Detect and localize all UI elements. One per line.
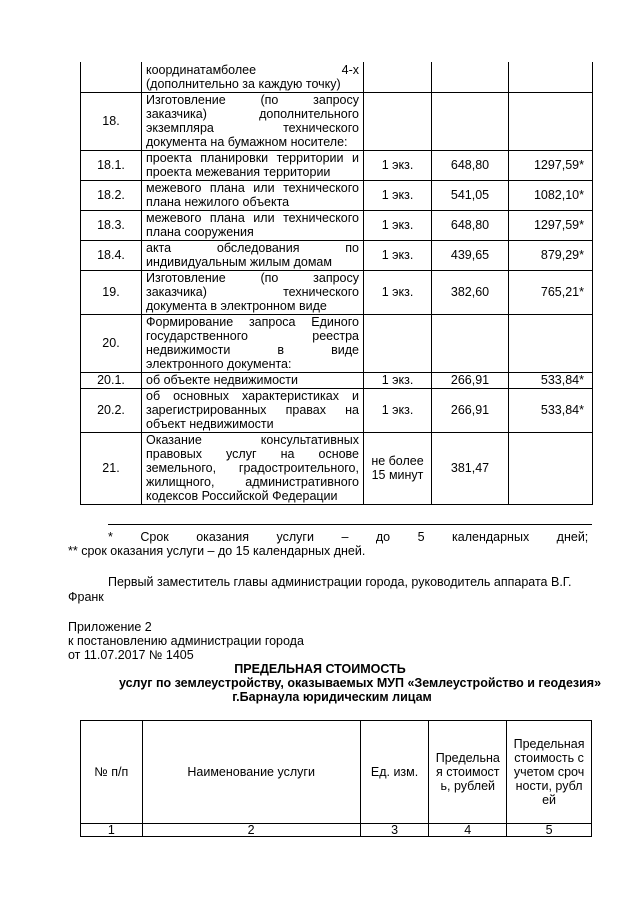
- row-number: 20.2.: [81, 388, 142, 432]
- description-line: государственного реестра: [146, 329, 359, 343]
- description-line: межевого плана или технического: [146, 211, 359, 225]
- row-description: [142, 210, 364, 240]
- description-line: проекта межевания территории: [146, 165, 331, 179]
- row-description: [142, 432, 364, 504]
- description-line: заказчика) дополнительного: [146, 107, 359, 121]
- signature-line-2: Франк: [68, 590, 104, 604]
- row-urgent-price: 1297,59*: [509, 210, 593, 240]
- row-urgent-price: 533,84*: [509, 372, 593, 388]
- row-unit: [364, 314, 432, 372]
- row-number: [81, 62, 142, 92]
- col-number-1: 1: [81, 824, 143, 837]
- row-number: 18.3.: [81, 210, 142, 240]
- appendix-resolution: к постановлению администрации города: [68, 634, 304, 648]
- row-price: 382,60: [432, 270, 509, 314]
- table-row: [81, 150, 593, 180]
- row-unit: 1 экз.: [364, 240, 432, 270]
- heading-subtitle-2: г.Барнаула юридическим лицам: [232, 690, 432, 704]
- signature-line-1: Первый заместитель главы администрации города, руководитель аппарата В.Г.: [108, 575, 572, 589]
- row-price: 439,65: [432, 240, 509, 270]
- row-urgent-price: 765,21*: [509, 270, 593, 314]
- description-line: индивидуальным жилым домам: [146, 255, 332, 269]
- description-line: земельного, градостроительного,: [146, 461, 359, 475]
- row-description: [142, 388, 364, 432]
- heading-subtitle-1: услуг по землеустройству, оказываемых МУП «Землеустройство и геодезия»: [118, 676, 602, 690]
- table-row: [81, 92, 593, 150]
- row-price: 648,80: [432, 150, 509, 180]
- description-line: зарегистрированных правах на: [146, 403, 359, 417]
- description-line: плана нежилого объекта: [146, 195, 290, 209]
- col-number-5: 5: [507, 824, 592, 837]
- description-line: Изготовление (по запросу: [146, 93, 359, 107]
- description-line: заказчика) технического: [146, 285, 359, 299]
- appendix-date: от 11.07.2017 № 1405: [68, 648, 194, 662]
- row-unit: [364, 62, 432, 92]
- table-row: [81, 210, 593, 240]
- row-price: 381,47: [432, 432, 509, 504]
- row-urgent-price: 1297,59*: [509, 150, 593, 180]
- heading-title: ПРЕДЕЛЬНАЯ СТОИМОСТЬ: [234, 662, 406, 676]
- row-price: 648,80: [432, 210, 509, 240]
- row-unit: 1 экз.: [364, 270, 432, 314]
- table-row: [81, 314, 593, 372]
- description-line: плана сооружения: [146, 225, 254, 239]
- col-number-4: 4: [429, 824, 507, 837]
- price-header-table: [80, 720, 592, 837]
- row-urgent-price: [509, 432, 593, 504]
- row-urgent-price: [509, 62, 593, 92]
- row-price: [432, 92, 509, 150]
- description-line: об основных характеристиках и: [146, 389, 359, 403]
- footnote-1: [108, 530, 592, 544]
- description-line: электронного документа:: [146, 357, 292, 371]
- table-row: [81, 372, 593, 388]
- description-line: проекта планировки территории и: [146, 151, 359, 165]
- description-line: акта обследования по: [146, 241, 359, 255]
- row-number: 18.: [81, 92, 142, 150]
- row-urgent-price: 879,29*: [509, 240, 593, 270]
- description-line: экземпляра технического: [146, 121, 359, 135]
- col-number-3: 3: [360, 824, 429, 837]
- description-line: документа в электронном виде: [146, 299, 327, 313]
- row-number: 20.: [81, 314, 142, 372]
- row-number: 20.1.: [81, 372, 142, 388]
- row-urgent-price: 533,84*: [509, 388, 593, 432]
- row-unit: 1 экз.: [364, 180, 432, 210]
- footnote-2: ** срок оказания услуги – до 15 календарных дней.: [68, 544, 366, 558]
- header-name: Наименование услуги: [142, 721, 360, 824]
- description-line: объект недвижимости: [146, 417, 274, 431]
- header-urgent-price: Предельная стоимость с учетом срочности, рублей: [507, 721, 592, 824]
- footnote-1-text: * Срок оказания услуги – до 5 календарных дней;: [108, 530, 589, 544]
- row-price: 266,91: [432, 372, 509, 388]
- row-description: [142, 270, 364, 314]
- description-line: недвижимости в виде: [146, 343, 359, 357]
- description-line: жилищного, административного: [146, 475, 359, 489]
- row-price: 266,91: [432, 388, 509, 432]
- row-unit: 1 экз.: [364, 372, 432, 388]
- header-unit: Ед. изм.: [360, 721, 429, 824]
- description-line: (дополнительно за каждую точку): [146, 76, 341, 91]
- row-unit: 1 экз.: [364, 150, 432, 180]
- description-line: кодексов Российской Федерации: [146, 489, 338, 503]
- row-unit: 1 экз.: [364, 388, 432, 432]
- row-unit: не более 15 минут: [364, 432, 432, 504]
- col-number-2: 2: [142, 824, 360, 837]
- row-description: [142, 372, 364, 388]
- table-row: [81, 432, 593, 504]
- header-num: № п/п: [81, 721, 143, 824]
- row-description: [142, 240, 364, 270]
- table-row: [81, 62, 593, 92]
- description-line: межевого плана или технического: [146, 181, 359, 195]
- description-line: об объекте недвижимости: [146, 373, 299, 387]
- appendix-number: Приложение 2: [68, 620, 152, 634]
- row-description: [142, 62, 364, 92]
- description-line: правовых услуг на основе: [146, 447, 359, 461]
- description-line: документа на бумажном носителе:: [146, 135, 348, 149]
- row-number: 19.: [81, 270, 142, 314]
- row-unit: [364, 92, 432, 150]
- description-line: координатамболее 4-х: [146, 62, 359, 77]
- row-number: 21.: [81, 432, 142, 504]
- row-urgent-price: [509, 92, 593, 150]
- row-number: 18.4.: [81, 240, 142, 270]
- services-price-table: [80, 62, 593, 505]
- row-price: [432, 314, 509, 372]
- description-line: Оказание консультативных: [146, 433, 359, 447]
- row-number: 18.2.: [81, 180, 142, 210]
- services-price-table-body: [81, 62, 593, 504]
- row-description: [142, 180, 364, 210]
- description-line: Формирование запроса Единого: [146, 315, 359, 329]
- row-unit: 1 экз.: [364, 210, 432, 240]
- row-price: 541,05: [432, 180, 509, 210]
- row-urgent-price: 1082,10*: [509, 180, 593, 210]
- description-line: Изготовление (по запросу: [146, 271, 359, 285]
- table-row: [81, 270, 593, 314]
- row-description: [142, 314, 364, 372]
- row-number: 18.1.: [81, 150, 142, 180]
- table-row: [81, 180, 593, 210]
- header-price: Предельная стоимость, рублей: [429, 721, 507, 824]
- row-urgent-price: [509, 314, 593, 372]
- row-price: [432, 62, 509, 92]
- table-row: [81, 240, 593, 270]
- table-row: [81, 388, 593, 432]
- footnote-divider: [108, 524, 592, 525]
- row-description: [142, 150, 364, 180]
- row-description: [142, 92, 364, 150]
